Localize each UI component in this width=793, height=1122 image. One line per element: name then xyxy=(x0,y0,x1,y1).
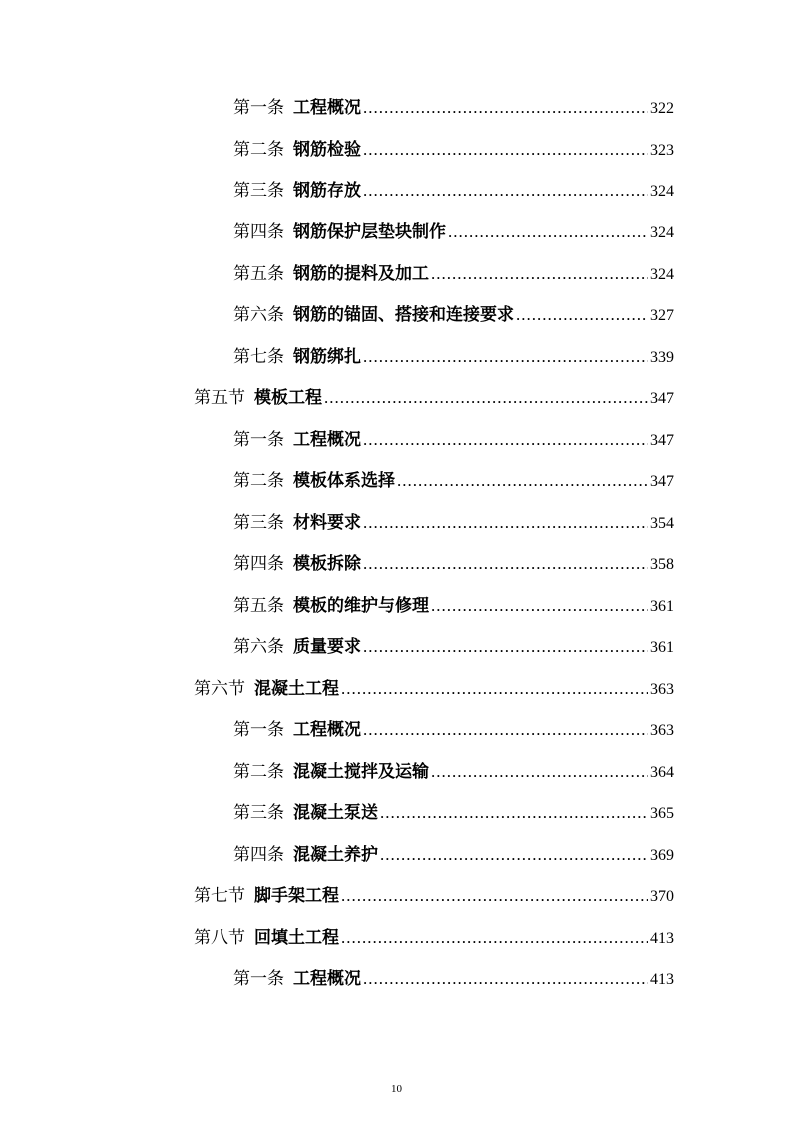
toc-leader-dots xyxy=(363,96,648,120)
toc-entry-page: 363 xyxy=(650,681,674,698)
toc-entry-title: 工程概况 xyxy=(293,720,361,740)
toc-entry-title: 材料要求 xyxy=(293,513,361,533)
toc-leader-dots xyxy=(431,760,648,784)
toc-entry[interactable] xyxy=(233,469,674,493)
toc-entry-page: 324 xyxy=(650,224,674,241)
page-number: 10 xyxy=(391,1083,402,1095)
toc-entry-page: 361 xyxy=(650,639,674,656)
toc-entry-number: 第一条 xyxy=(233,430,284,450)
toc-leader-dots xyxy=(324,386,648,410)
toc-entry[interactable] xyxy=(233,594,674,618)
toc-leader-dots xyxy=(431,594,648,618)
toc-leader-dots xyxy=(516,303,648,327)
toc-entry-title: 模板体系选择 xyxy=(293,471,395,491)
toc-entry-number: 第五节 xyxy=(194,388,245,408)
toc-leader-dots xyxy=(363,967,648,991)
toc-leader-dots xyxy=(380,801,648,825)
toc-entry-title: 混凝土泵送 xyxy=(293,803,378,823)
toc-entry-page: 347 xyxy=(650,390,674,407)
toc-entry-number: 第四条 xyxy=(233,845,284,865)
toc-leader-dots xyxy=(448,220,648,244)
toc-entry-page: 370 xyxy=(650,888,674,905)
toc-entry-number: 第四条 xyxy=(233,222,284,242)
toc-entry-number: 第五条 xyxy=(233,264,284,284)
toc-entry-page: 323 xyxy=(650,142,674,159)
toc-leader-dots xyxy=(363,179,648,203)
toc-entry[interactable] xyxy=(233,138,674,162)
toc-entry-page: 324 xyxy=(650,266,674,283)
toc-entry-page: 363 xyxy=(650,722,674,739)
toc-entry-page: 347 xyxy=(650,432,674,449)
toc-entry[interactable] xyxy=(233,760,674,784)
toc-entry-number: 第七条 xyxy=(233,347,284,367)
toc-entry-page: 364 xyxy=(650,764,674,781)
toc-entry[interactable] xyxy=(233,96,674,120)
toc-entry-title: 模板工程 xyxy=(254,388,322,408)
toc-entry-number: 第二条 xyxy=(233,140,284,160)
toc-entry[interactable] xyxy=(233,511,674,535)
toc-entry[interactable] xyxy=(233,801,674,825)
toc-entry[interactable] xyxy=(233,552,674,576)
toc-leader-dots xyxy=(397,469,648,493)
toc-entry-number: 第三条 xyxy=(233,513,284,533)
toc-entry-number: 第五条 xyxy=(233,596,284,616)
toc-entry-number: 第二条 xyxy=(233,471,284,491)
toc-section-entry[interactable] xyxy=(194,386,674,410)
toc-entry-page: 327 xyxy=(650,307,674,324)
toc-entry-title: 钢筋绑扎 xyxy=(293,347,361,367)
toc-section-entry[interactable] xyxy=(194,677,674,701)
toc-entry-title: 工程概况 xyxy=(293,98,361,118)
toc-entry-title: 钢筋的锚固、搭接和连接要求 xyxy=(293,305,514,325)
toc-entry-number: 第四条 xyxy=(233,554,284,574)
toc-entry-title: 混凝土工程 xyxy=(254,679,339,699)
toc-entry-title: 模板的维护与修理 xyxy=(293,596,429,616)
toc-entry-title: 钢筋检验 xyxy=(293,140,361,160)
toc-entry-title: 钢筋保护层垫块制作 xyxy=(293,222,446,242)
toc-entry-title: 钢筋存放 xyxy=(293,181,361,201)
toc-entry-title: 模板拆除 xyxy=(293,554,361,574)
toc-leader-dots xyxy=(341,884,648,908)
toc-leader-dots xyxy=(341,926,648,950)
toc-entry[interactable] xyxy=(233,843,674,867)
toc-entry[interactable] xyxy=(233,718,674,742)
toc-section-entry[interactable] xyxy=(194,926,674,950)
toc-leader-dots xyxy=(341,677,648,701)
toc-entry-number: 第一条 xyxy=(233,969,284,989)
toc-entry[interactable] xyxy=(233,179,674,203)
toc-entry[interactable] xyxy=(233,635,674,659)
toc-entry-number: 第七节 xyxy=(194,886,245,906)
toc-entry[interactable] xyxy=(233,303,674,327)
toc-entry-page: 354 xyxy=(650,515,674,532)
toc-entry-title: 钢筋的提料及加工 xyxy=(293,264,429,284)
toc-entry-page: 324 xyxy=(650,183,674,200)
toc-leader-dots xyxy=(363,635,648,659)
toc-leader-dots xyxy=(363,345,648,369)
toc-entry-title: 脚手架工程 xyxy=(254,886,339,906)
toc-entry[interactable] xyxy=(233,345,674,369)
toc-entry-title: 工程概况 xyxy=(293,969,361,989)
toc-leader-dots xyxy=(363,428,648,452)
toc-entry-number: 第二条 xyxy=(233,762,284,782)
toc-entry-title: 回填土工程 xyxy=(254,928,339,948)
toc-entry-title: 工程概况 xyxy=(293,430,361,450)
toc-entry-page: 413 xyxy=(650,971,674,988)
toc-entry-number: 第六节 xyxy=(194,679,245,699)
toc-section-entry[interactable] xyxy=(194,884,674,908)
toc-entry-number: 第六条 xyxy=(233,305,284,325)
toc-entry-number: 第一条 xyxy=(233,720,284,740)
toc-entry-page: 413 xyxy=(650,930,674,947)
toc-leader-dots xyxy=(363,138,648,162)
toc-entry-title: 混凝土养护 xyxy=(293,845,378,865)
toc-entry-number: 第三条 xyxy=(233,181,284,201)
toc-entry-page: 369 xyxy=(650,847,674,864)
toc-entry-number: 第八节 xyxy=(194,928,245,948)
toc-leader-dots xyxy=(363,511,648,535)
toc-entry-number: 第一条 xyxy=(233,98,284,118)
toc-entry-number: 第三条 xyxy=(233,803,284,823)
toc-entry[interactable] xyxy=(233,262,674,286)
toc-entry[interactable] xyxy=(233,428,674,452)
toc-entry-page: 358 xyxy=(650,556,674,573)
toc-entry-page: 347 xyxy=(650,473,674,490)
toc-entry-page: 365 xyxy=(650,805,674,822)
toc-leader-dots xyxy=(363,718,648,742)
toc-entry-number: 第六条 xyxy=(233,637,284,657)
toc-entry-page: 339 xyxy=(650,349,674,366)
toc-entry-title: 质量要求 xyxy=(293,637,361,657)
toc-leader-dots xyxy=(380,843,648,867)
toc-entry-page: 322 xyxy=(650,100,674,117)
toc-entry-page: 361 xyxy=(650,598,674,615)
toc-entry[interactable] xyxy=(233,220,674,244)
toc-leader-dots xyxy=(363,552,648,576)
toc-leader-dots xyxy=(431,262,648,286)
toc-entry[interactable] xyxy=(233,967,674,991)
toc-entry-title: 混凝土搅拌及运输 xyxy=(293,762,429,782)
